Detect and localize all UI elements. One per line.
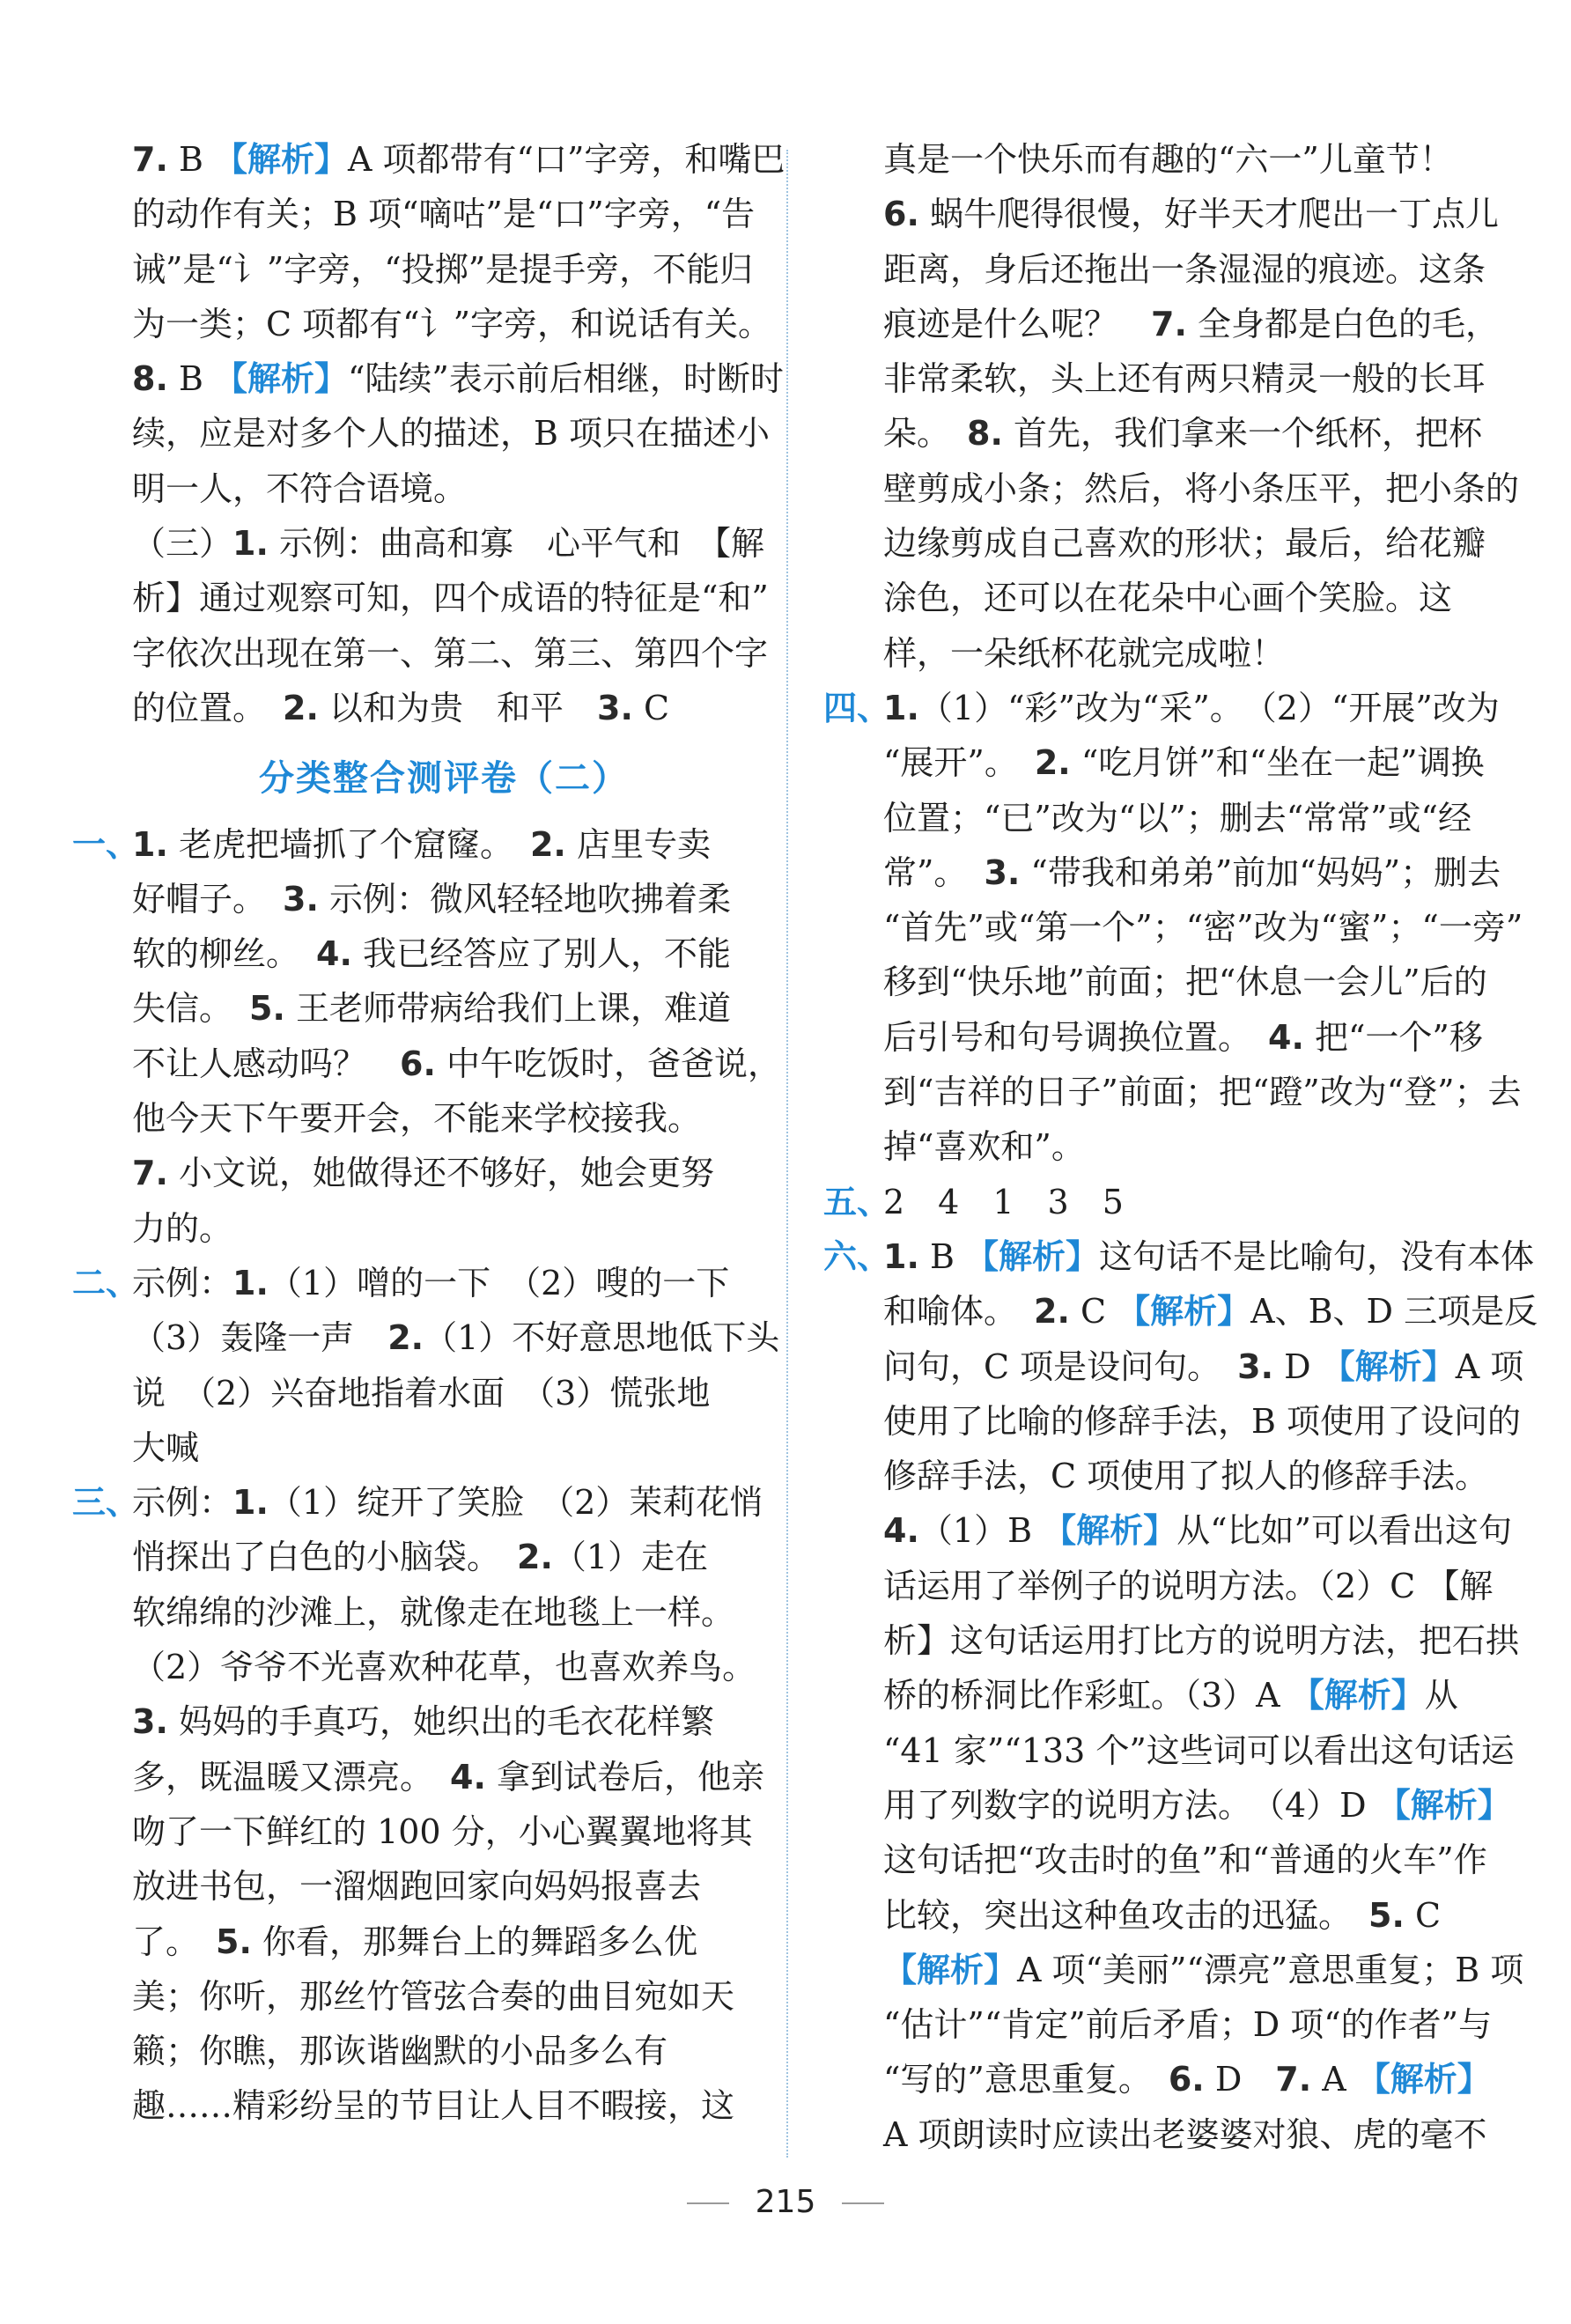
section-one: [72, 817, 781, 1256]
question-number: 2.: [517, 1538, 553, 1577]
text-line: 话运用了举例子的说明方法。（2）C 【解: [883, 1566, 1494, 1605]
analysis-tag: 【解析】: [1356, 2059, 1491, 2099]
text-line: 和喻体。 2. C 【解析】A、B、D 三项是反: [883, 1291, 1538, 1332]
text-line: 位置；“已”改为“以”；删去“常常”或“经: [883, 798, 1471, 837]
text-line: 了。 5. 你看，那舞台上的舞蹈多么优: [132, 1922, 697, 1961]
question-number: 5.: [1368, 1895, 1405, 1935]
text-line: 后引号和句号调换位置。 4. 把“一个”移: [883, 1017, 1483, 1057]
text-line: （3）轰隆一声 2.（1）不好意思地低下头: [132, 1318, 780, 1358]
question-number: 3.: [283, 879, 319, 919]
section-two: [72, 1256, 780, 1475]
text-line: 析】通过观察可知，四个成语的特征是“和”: [132, 579, 769, 618]
text-line: 2 4 1 3 5: [883, 1182, 1124, 1221]
question-number: 6.: [883, 195, 919, 234]
text-line: 用了列数字的说明方法。 （4）D 【解析】: [883, 1784, 1511, 1825]
section-six: [823, 1229, 1538, 2162]
text-line: 1.（1）“彩”改为“采”。 （2）“开展”改为: [883, 688, 1500, 727]
question-number: 7.: [1275, 2060, 1312, 2099]
question-number: 2.: [1034, 743, 1071, 783]
section-marker: 四、: [823, 688, 891, 727]
question-number: 7.: [132, 140, 168, 179]
question-number: 4.: [883, 1511, 919, 1551]
text-line: （三）1. 示例：曲高和寡 心平气和 【解: [132, 524, 764, 564]
text-line: 6. 蜗牛爬得很慢，好半天才爬出一丁点儿: [883, 195, 1499, 234]
analysis-tag: 【解析】: [213, 139, 348, 179]
footer-rule-right: [842, 2202, 884, 2204]
text-line: 真是一个快乐而有趣的“六一”儿童节！: [883, 140, 1453, 179]
text-line: 常”。 3. “带我和弟弟”前加“妈妈”；删去: [883, 852, 1501, 892]
text-line: 3. 妈妈的手真巧，她织出的毛衣花样繁: [132, 1702, 714, 1742]
question-number: 7.: [132, 1154, 168, 1193]
question-number: 3.: [1237, 1346, 1274, 1386]
analysis-tag: 【解析】: [1043, 1510, 1177, 1551]
text-line: 美；你听，那丝竹管弦合奏的曲目宛如天: [132, 1976, 735, 2016]
text-line: 样，一朵纸杯花就完成啦！: [883, 633, 1286, 673]
question-number: 1.: [232, 1483, 269, 1523]
text-line: 桥的桥洞比作彩虹。（3）A 【解析】从: [883, 1675, 1458, 1715]
question-number: 6.: [1168, 2060, 1205, 2099]
text-line: 1. B 【解析】这句话不是比喻句，没有本体: [883, 1236, 1535, 1276]
text-line: 【解析】A 项“美丽”“漂亮”意思重复；B 项: [883, 1949, 1524, 1989]
analysis-tag: 【解析】: [1117, 1291, 1251, 1332]
text-line: “首先”或“第一个”；“密”改为“蜜”；“一旁”: [883, 908, 1523, 948]
text-line: 涂色，还可以在花朵中心画个笑脸。这: [883, 579, 1453, 618]
question-number: 7.: [1151, 304, 1187, 343]
question-number: 3.: [132, 1702, 168, 1742]
text-line: 多，既温暖又漂亮。 4. 拿到试卷后，他亲: [132, 1757, 764, 1796]
text-line: 壁剪成小条；然后，将小条压平，把小条的: [883, 468, 1520, 508]
text-line: 说 （2）兴奋地指着水面 （3）慌张地: [132, 1373, 711, 1413]
text-line: 吻了一下鲜红的 100 分，小心翼翼地将其: [132, 1811, 753, 1851]
question-number: 5.: [249, 989, 285, 1029]
question-number: 1.: [232, 1263, 269, 1302]
text-line: 到“吉祥的日子”前面；把“蹬”改为“登”；去: [883, 1073, 1522, 1112]
text-line: “估计”“肯定”前后矛盾；D 项“的作者”与: [883, 2005, 1493, 2045]
text-line: “写的”意思重复。 6. D 7. A 【解析】: [883, 2059, 1491, 2099]
text-line: “展开”。 2. “吃月饼”和“坐在一起”调换: [883, 743, 1485, 783]
right-top-block: [883, 132, 1520, 681]
question-number: 5.: [216, 1922, 252, 1961]
text-line: 软的柳丝。 4. 我已经答应了别人，不能: [132, 934, 731, 974]
text-line: 掉“喜欢和”。: [883, 1127, 1085, 1167]
text-line: 失信。 5. 王老师带病给我们上课，难道: [132, 989, 731, 1029]
text-line: 痕迹是什么呢？ 7. 全身都是白色的毛，: [883, 304, 1499, 343]
analysis-tag: 【解析】: [883, 1949, 1018, 1989]
section-marker: 六、: [823, 1236, 891, 1276]
text-line: 7. 小文说，她做得还不够好，她会更努: [132, 1154, 714, 1193]
text-line: 好帽子。 3. 示例：微风轻轻地吹拂着柔: [132, 879, 731, 919]
text-line: 朵。 8. 首先，我们拿来一个纸杯，把杯: [883, 414, 1482, 454]
text-line: 悄探出了白色的小脑袋。 2.（1）走在: [132, 1538, 709, 1577]
left-top-block: [132, 132, 786, 735]
text-line: 使用了比喻的修辞手法，B 项使用了设问的: [883, 1401, 1522, 1441]
question-number: 3.: [984, 852, 1021, 892]
question-number: 8.: [967, 414, 1003, 454]
page-footer: [0, 2184, 1571, 2220]
text-line: 比较，突出这种鱼攻击的迅猛。 5. C: [883, 1895, 1442, 1935]
text-line: 非常柔软，头上还有两只精灵一般的长耳: [883, 359, 1486, 399]
text-line: 软绵绵的沙滩上，就像走在地毯上一样。: [132, 1592, 735, 1632]
question-number: 2.: [387, 1318, 424, 1358]
text-line: 4.（1）B 【解析】从“比如”可以看出这句: [883, 1510, 1512, 1551]
section-marker: 三、: [72, 1483, 140, 1523]
text-line: 8. B 【解析】“陆续”表示前后相继，时断时: [132, 358, 784, 399]
section-marker: 一、: [72, 824, 140, 864]
text-line: 趣……精彩纷呈的节目让人目不暇接，这: [132, 2086, 735, 2126]
text-line: 距离，身后还拖出一条湿湿的痕迹。这条: [883, 249, 1486, 289]
text-line: 问句，C 项是设问句。 3. D 【解析】A 项: [883, 1346, 1524, 1386]
question-number: 1.: [232, 524, 269, 564]
text-line: 这句话把“攻击时的鱼”和“普通的火车”作: [883, 1841, 1487, 1880]
text-line: 1. 老虎把墙抓了个窟窿。 2. 店里专卖: [132, 824, 711, 864]
question-number: 3.: [597, 688, 633, 727]
analysis-tag: 【解析】: [213, 358, 348, 399]
text-line: 明一人，不符合语境。: [132, 468, 468, 508]
text-line: 放进书包，一溜烟跑回家向妈妈报喜去: [132, 1867, 702, 1907]
text-line: 的位置。 2. 以和为贵 和平 3. C: [132, 688, 670, 727]
text-line: 的动作有关；B 项“嘀咕”是“口”字旁，“告: [132, 195, 756, 234]
question-number: 8.: [132, 359, 168, 399]
question-number: 4.: [316, 934, 352, 974]
text-line: 字依次出现在第一、第二、第三、第四个字: [132, 633, 769, 673]
section-five: [823, 1175, 1507, 1229]
analysis-tag: 【解析】: [964, 1236, 1099, 1276]
text-line: 续，应是对多个人的描述，B 项只在描述小: [132, 414, 771, 454]
section-four: [823, 681, 1523, 1175]
text-line: 修辞手法，C 项使用了拟人的修辞手法。: [883, 1457, 1489, 1496]
section-marker: 二、: [72, 1263, 140, 1302]
text-line: 大喊: [132, 1428, 200, 1467]
question-number: 1.: [883, 1236, 919, 1276]
text-line: 力的。: [132, 1208, 233, 1248]
section-marker: 五、: [823, 1182, 891, 1221]
analysis-tag: 【解析】: [1290, 1675, 1425, 1715]
text-line: 籁；你瞧，那诙谐幽默的小品多么有: [132, 2032, 668, 2071]
text-line: 析】这句话运用打比方的说明方法，把石拱: [883, 1621, 1520, 1661]
section-heading: 分类整合测评卷（二）: [259, 758, 629, 800]
page-number: 215: [755, 2184, 816, 2220]
text-line: 7. B 【解析】A 项都带有“口”字旁，和嘴巴: [132, 139, 786, 179]
footer-rule-left: [687, 2202, 729, 2204]
text-line: 为一类；C 项都有“讠”字旁，和说话有关。: [132, 304, 772, 343]
text-line: （2）爷爷不光喜欢种花草，也喜欢养鸟。: [132, 1648, 756, 1687]
section-three: [72, 1475, 764, 2134]
question-number: 4.: [450, 1757, 486, 1796]
question-number: 2.: [283, 688, 319, 727]
text-line: 示例：1.（1）绽开了笑脸 （2）茉莉花悄: [132, 1483, 763, 1523]
question-number: 2.: [529, 824, 566, 864]
analysis-tag: 【解析】: [1376, 1784, 1511, 1825]
column-divider: [786, 150, 788, 2158]
question-number: 1.: [132, 824, 168, 864]
question-number: 4.: [1268, 1017, 1304, 1057]
right-column: [823, 132, 1538, 2162]
analysis-tag: 【解析】: [1321, 1346, 1456, 1386]
text-line: 示例：1.（1）噌的一下 （2）嗖的一下: [132, 1263, 730, 1302]
text-line: 不让人感动吗？ 6. 中午吃饭时，爸爸说，: [132, 1044, 781, 1083]
question-number: 2.: [1034, 1292, 1070, 1332]
text-line: “41 家”“133 个”这些词可以看出这句话运: [883, 1730, 1515, 1770]
text-line: 边缘剪成自己喜欢的形状；最后，给花瓣: [883, 524, 1486, 564]
left-column: [72, 132, 786, 2134]
text-line: 他今天下午要开会，不能来学校接我。: [132, 1099, 702, 1139]
question-number: 1.: [883, 688, 919, 727]
text-line: 诫”是“讠”字旁，“投掷”是提手旁，不能归: [132, 249, 754, 289]
question-number: 6.: [400, 1044, 436, 1083]
text-line: A 项朗读时应读出老婆婆对狼、虎的毫不: [883, 2114, 1487, 2154]
text-line: 移到“快乐地”前面；把“休息一会儿”后的: [883, 963, 1487, 1002]
